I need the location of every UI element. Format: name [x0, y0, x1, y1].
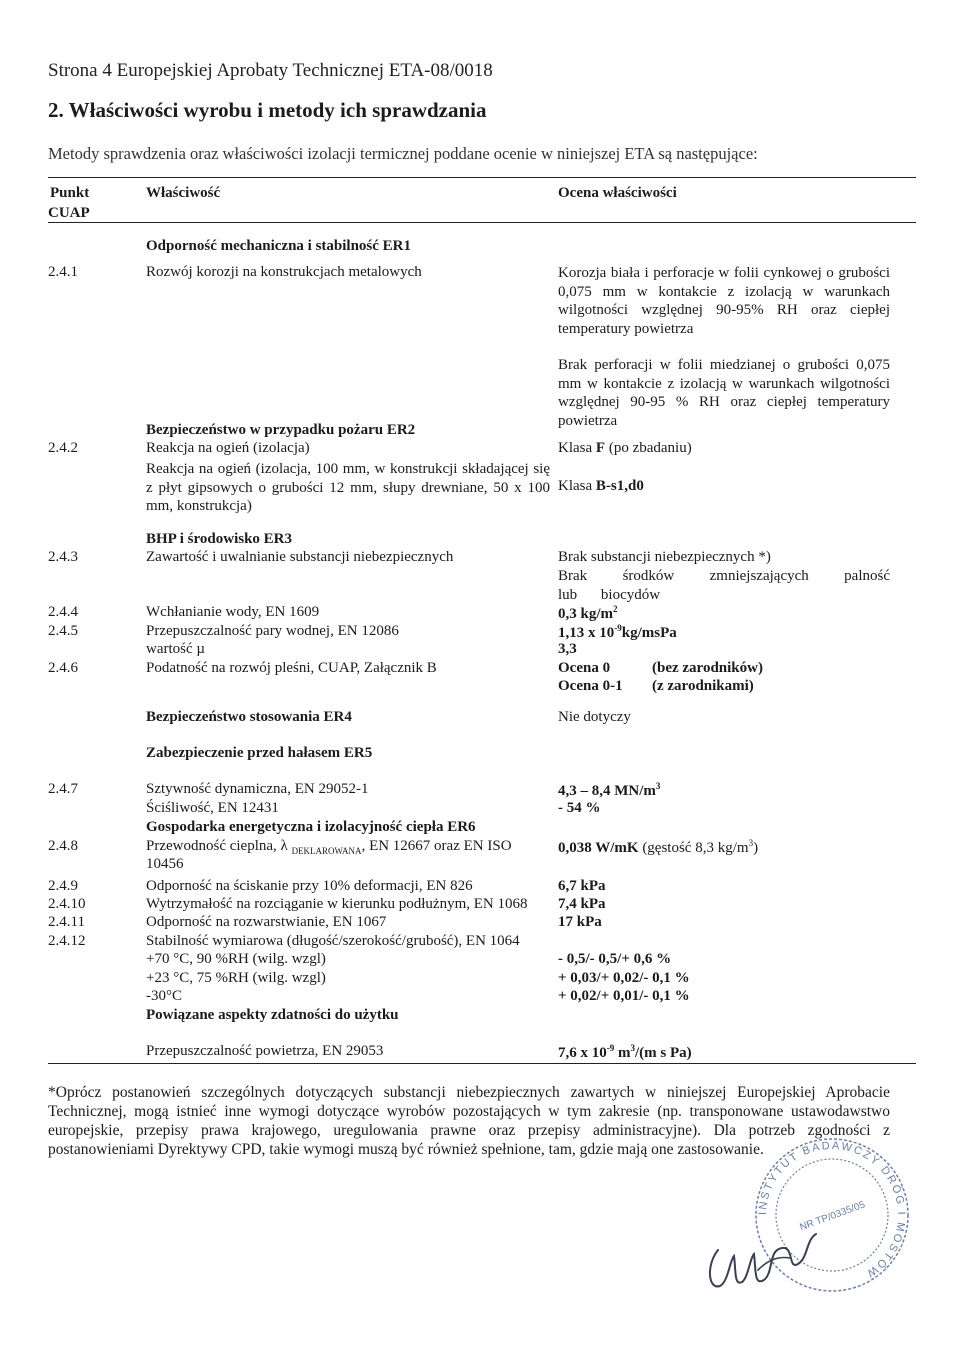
value-bold: B-s1,d0	[595, 478, 644, 494]
group-er1: Odporność mechaniczna i stabilność ER1	[146, 238, 412, 254]
row-assessment: Ocena 0	[558, 660, 611, 676]
row-id: 2.4.3	[48, 549, 78, 565]
value-sup: -9	[606, 1043, 615, 1053]
row-id: 2.4.9	[48, 878, 78, 894]
row-id: 2.4.11	[48, 914, 85, 930]
value-prefix: Klasa	[558, 478, 593, 494]
property-text: Przewodność cieplna, λ	[146, 838, 288, 854]
row-condition: -30°C	[146, 988, 182, 1004]
row-property: Reakcja na ogień (izolacja, 100 mm, w konstrukcji składającej się z płyt gipsowych o grubości 12 mm, słupy drewniane, 50 x 100 mm, konstrukcja)	[146, 461, 550, 514]
table-header-rule	[48, 222, 916, 223]
row-id: 2.4.1	[48, 264, 78, 280]
col-header-property: Właściwość	[146, 185, 221, 201]
row-assessment: - 54 %	[558, 800, 601, 816]
col-header-assessment: Ocena właściwości	[558, 185, 677, 201]
row-assessment: 6,7 kPa	[558, 878, 606, 894]
row-assessment: Korozja biała i perforacje w folii cynkowej o grubości 0,075 mm w kontakcie z izolacją w warunkach wilgotności względnej 90-95% RH oraz ciepłej temperatury powietrza	[558, 265, 890, 337]
value-rest: (gęstość 8,3 kg/m	[642, 840, 749, 856]
row-assessment: - 0,5/- 0,5/+ 0,6 %	[558, 951, 672, 967]
row-assessment	[558, 1043, 692, 1062]
signature-stroke	[758, 1258, 790, 1271]
row-id: 2.4.6	[48, 660, 78, 676]
row-property: Stabilność wymiarowa (długość/szerokość/grubość), EN 1064	[146, 933, 520, 949]
row-property: Przepuszczalność pary wodnej, EN 12086	[146, 623, 399, 639]
row-property: Podatność na rozwój pleśni, CUAP, Załącznik B	[146, 660, 437, 676]
group-er6: Gospodarka energetyczna i izolacyjność ciepła ER6	[146, 819, 476, 835]
value-main: 0,3 kg/m	[558, 606, 614, 622]
row-assessment: + 0,02/+ 0,01/- 0,1 %	[558, 988, 690, 1004]
footnote: *Oprócz postanowień szczególnych dotyczących substancji niebezpiecznych zawartych w niniejszej Europejskiej Aprobacie Technicznej, mogą istnieć inne wymogi dotyczące wyrobów pozostających w tym zakresie (np. transponowane ustawodawstwo europejskie, przepisy prawa krajowego, uregulowania prawne oraz przepisy administracyjne). Dla potrzeb zgodności z postanowieniami Dyrektywy CPD, takie wymogi muszą być również spełnione, tam, gdzie mają one zastosowanie.	[48, 1084, 890, 1158]
value-sup: 3	[630, 1043, 635, 1053]
group-related: Powiązane aspekty zdatności do użytku	[146, 1007, 399, 1023]
property-subscript: DEKLAROWANA	[291, 846, 362, 856]
col-header-punkt: Punkt	[50, 185, 90, 201]
value-sup: -9	[614, 623, 622, 633]
value-sup: 3	[655, 781, 661, 791]
row-subproperty: wartość µ	[146, 641, 206, 657]
row-property: Przepuszczalność powietrza, EN 29053	[146, 1043, 384, 1059]
row-property: Rozwój korozji na konstrukcjach metalowych	[146, 264, 422, 280]
row-id: 2.4.4	[48, 604, 78, 620]
value-main: 4,3 – 8,4 MN/m	[558, 783, 656, 799]
row-assessment: Brak perforacji w folii miedzianej o grubości 0,075 mm w kontakcie z izolacją w warunkach wilgotności względnej 90-95 % RH oraz ciepłej temperatury powietrza	[558, 357, 890, 429]
row-assessment-note: (z zarodnikami)	[652, 678, 754, 694]
row-assessment: 7,4 kPa	[558, 896, 606, 912]
value-end: /(m s Pa)	[635, 1045, 692, 1061]
section-heading: 2. Właściwości wyrobu i metody ich sprawdzania	[48, 98, 487, 122]
value-mid: m	[618, 1045, 631, 1061]
group-er2: Bezpieczeństwo w przypadku pożaru ER2	[146, 422, 416, 438]
signature-stroke	[710, 1234, 816, 1286]
value-prefix: Klasa	[558, 440, 593, 456]
table-bottom-rule	[48, 1063, 916, 1064]
row-assessment: Brak substancji niebezpiecznych *)	[558, 549, 771, 565]
row-id: 2.4.10	[48, 896, 86, 912]
row-assessment: 17 kPa	[558, 914, 602, 930]
row-assessment: + 0,03/+ 0,02/- 0,1 %	[558, 970, 690, 986]
row-assessment	[558, 604, 618, 623]
row-condition: +23 °C, 75 %RH (wilg. wzgl)	[146, 970, 326, 986]
row-assessment: Brak środków zmniejszających palność lub biocydów	[558, 568, 890, 603]
row-property: Odporność na rozwarstwianie, EN 1067	[146, 914, 387, 930]
row-property: Ściśliwość, EN 12431	[146, 800, 279, 816]
row-property: Sztywność dynamiczna, EN 29052-1	[146, 781, 369, 797]
row-id: 2.4.2	[48, 440, 78, 456]
row-property: Zawartość i uwalnianie substancji niebezpiecznych	[146, 549, 454, 565]
value-sup: 2	[613, 604, 618, 614]
row-assessment	[558, 781, 660, 800]
row-property: 10456	[146, 856, 184, 872]
section-intro: Metody sprawdzenia oraz właściwości izolacji termicznej poddane ocenie w niniejszej ETA są następujące:	[48, 144, 758, 163]
row-assessment: Nie dotyczy	[558, 709, 631, 725]
table-top-rule	[48, 177, 916, 178]
row-id: 2.4.8	[48, 838, 78, 854]
value-bold: 0,038 W/mK	[558, 840, 639, 856]
property-text: , EN 12667 oraz EN ISO	[361, 838, 512, 854]
row-property: Wytrzymałość na rozciąganie w kierunku podłużnym, EN 1068	[146, 896, 528, 912]
row-assessment	[558, 440, 692, 457]
value-tail: kg/msPa	[621, 625, 677, 641]
row-id: 2.4.7	[48, 781, 78, 797]
col-header-cuap: CUAP	[48, 205, 90, 221]
value-main: 1,13 x 10	[558, 625, 615, 641]
row-property: Odporność na ściskanie przy 10% deformacji, EN 826	[146, 878, 473, 894]
value-bold: F	[595, 440, 606, 456]
row-condition: +70 °C, 90 %RH (wilg. wzgl)	[146, 951, 326, 967]
row-assessment-note: (bez zarodników)	[652, 660, 763, 676]
group-er4: Bezpieczeństwo stosowania ER4	[146, 709, 352, 725]
row-assessment: 3,3	[558, 641, 577, 657]
row-assessment	[558, 478, 644, 495]
stamp-outer-text: INSTYTUT BADAWCZY DRÓG I MOSTÓW	[756, 1139, 908, 1281]
row-id: 2.4.5	[48, 623, 78, 639]
value-end: )	[753, 840, 759, 856]
row-assessment	[558, 623, 677, 642]
row-property: Reakcja na ogień (izolacja)	[146, 440, 310, 456]
group-er5: Zabezpieczenie przed hałasem ER5	[146, 745, 373, 761]
value-sup: 3	[748, 838, 754, 848]
row-id: 2.4.12	[48, 933, 86, 949]
page-header: Strona 4 Europejskiej Aprobaty Technicznej ETA-08/0018	[48, 60, 493, 81]
group-er3: BHP i środowisko ER3	[146, 531, 293, 547]
row-property	[146, 838, 512, 856]
row-assessment	[558, 838, 758, 857]
value-suffix: (po zbadaniu)	[608, 440, 692, 456]
value-main: 7,6 x 10	[558, 1045, 607, 1061]
row-assessment: Ocena 0-1	[558, 678, 623, 694]
stamp-inner-text: NR TP/0335/05	[798, 1199, 867, 1234]
row-property: Wchłanianie wody, EN 1609	[146, 604, 320, 620]
handwritten-signature	[698, 1220, 828, 1300]
